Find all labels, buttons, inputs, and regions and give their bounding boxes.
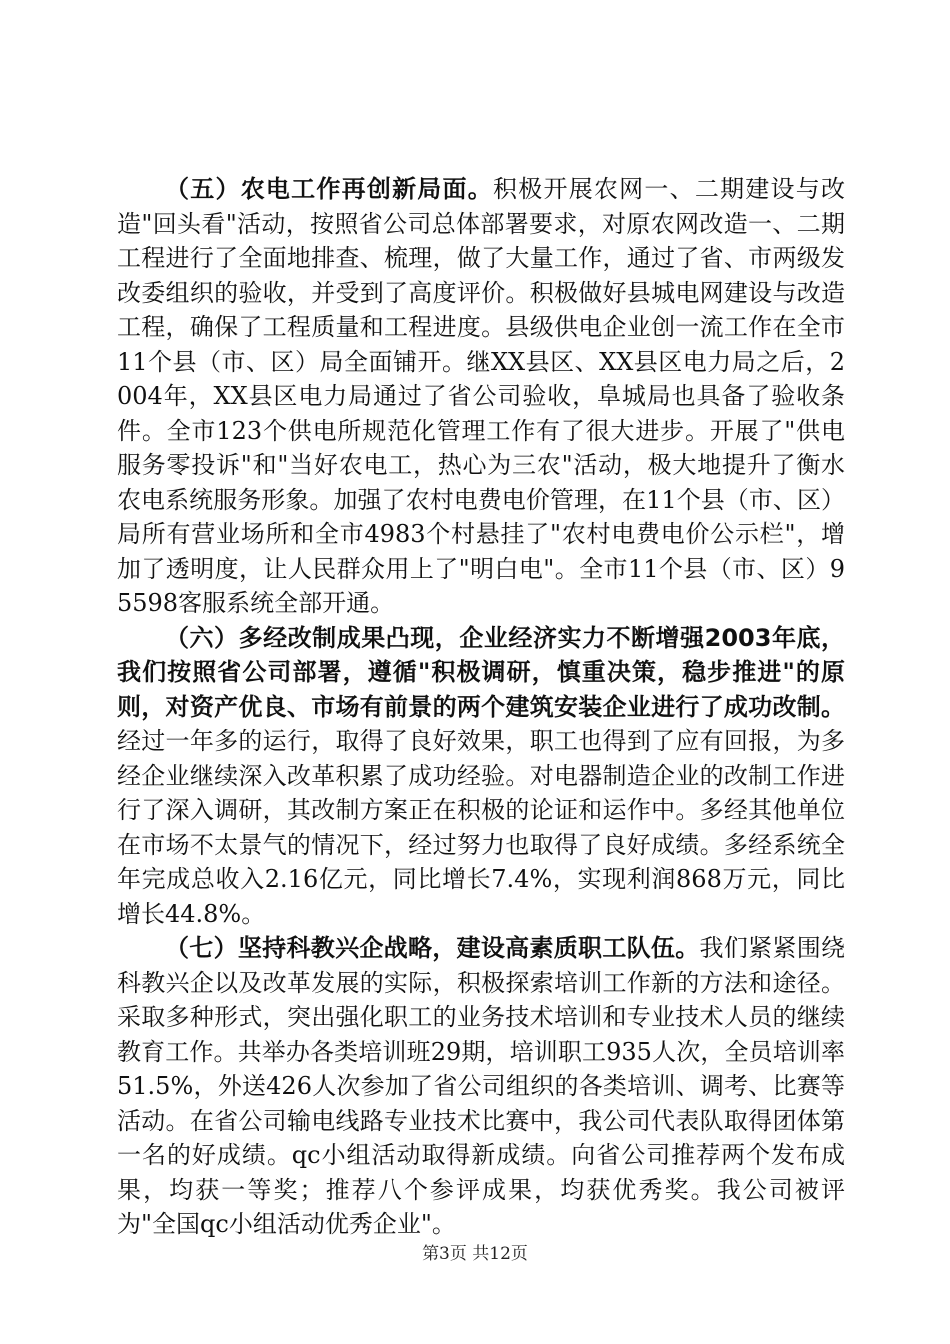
- paragraph-7: [117, 931, 845, 1242]
- paragraph-7-heading: （七）坚持科教兴企战略，建设高素质职工队伍。: [165, 934, 700, 962]
- paragraph-6-heading: （六）多经改制成果凸现，企业经济实力不断增强2003年底，我们按照省公司部署，遵循"积极调研，慎重决策，稳步推进"的原则，对资产优良、市场有前景的两个建筑安装企业进行了成功改制。: [117, 623, 845, 721]
- paragraph-6: [117, 621, 845, 932]
- paragraph-7-text: 我们紧紧围绕科教兴企以及改革发展的实际，积极探索培训工作新的方法和途径。采取多种形式，突出强化职工的业务技术培训和专业技术人员的继续教育工作。共举办各类培训班29期，培训职工935人次，全员培训率51.5%，外送426人次参加了省公司组织的各类培训、调考、比赛等活动。在省公司输电线路专业技术比赛中，我公司代表队取得团体第一名的好成绩。qc小组活动取得新成绩。向省公司推荐两个发布成果，均获一等奖；推荐八个参评成果，均获优秀奖。我公司被评为"全国qc小组活动优秀企业"。: [117, 934, 846, 1238]
- paragraph-6-text: 经过一年多的运行，取得了良好效果，职工也得到了应有回报，为多经企业继续深入改革积累了成功经验。对电器制造企业的改制工作进行了深入调研，其改制方案正在积极的论证和运作中。多经其他单位在市场不太景气的情况下，经过努力也取得了良好成绩。多经系统全年完成总收入2.16亿元，同比增长7.4%，实现利润868万元，同比增长44.8%。: [117, 727, 845, 928]
- page-footer: 第3页 共12页: [422, 1244, 528, 1264]
- paragraph-5: [117, 172, 845, 621]
- paragraph-5-text: 积极开展农网一、二期建设与改造"回头看"活动，按照省公司总体部署要求，对原农网改造一、二期工程进行了全面地排查、梳理，做了大量工作，通过了省、市两级发改委组织的验收，并受到了高度评价。积极做好县城电网建设与改造工程，确保了工程质量和工程进度。县级供电企业创一流工作在全市11个县（市、区）局全面铺开。继XX县区、XX县区电力局之后，2004年，XX县区电力局通过了省公司验收，阜城局也具备了验收条件。全市123个供电所规范化管理工作有了很大进步。开展了"供电服务零投诉"和"当好农电工，热心为三农"活动，极大地提升了衡水农电系统服务形象。加强了农村电费电价管理，在11个县（市、区）局所有营业场所和全市4983个村悬挂了"农村电费电价公示栏"，增加了透明度，让人民群众用上了"明白电"。全市11个县（市、区）95598客服系统全部开通。: [117, 175, 845, 617]
- document-body: [117, 172, 845, 1242]
- paragraph-5-heading: （五）农电工作再创新局面。: [165, 175, 493, 203]
